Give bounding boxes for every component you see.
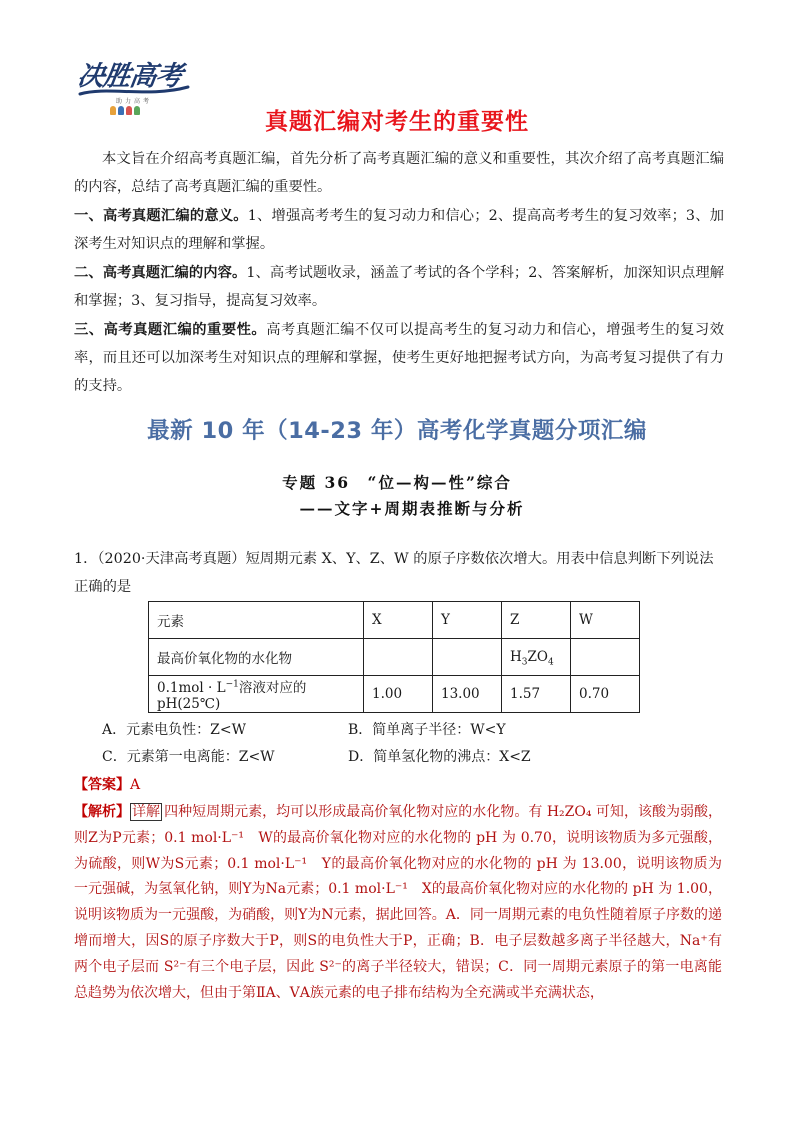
question-number: 1． bbox=[74, 551, 98, 567]
table-cell: X bbox=[364, 602, 433, 639]
table-cell: Y bbox=[433, 602, 502, 639]
topic-subtitle: ——文字+周期表推断与分析 bbox=[299, 499, 525, 518]
logo-subtitle: 助力高考 bbox=[116, 98, 153, 105]
analysis-block bbox=[74, 800, 722, 1006]
formula-part: ZO bbox=[527, 649, 548, 665]
table-cell: 0.70 bbox=[571, 676, 640, 713]
option-a[interactable]: A．元素电负性：Z<W bbox=[102, 722, 246, 738]
table-cell: 元素 bbox=[149, 602, 364, 639]
table-cell: 13.00 bbox=[433, 676, 502, 713]
table-row bbox=[149, 639, 640, 676]
table-cell bbox=[364, 639, 433, 676]
table-cell bbox=[149, 676, 364, 713]
page-title: 真题汇编对考生的重要性 bbox=[265, 109, 529, 135]
formula-part: H bbox=[510, 649, 522, 665]
analysis-text: 四种短周期元素，均可以形成最高价氧化物对应的水化物。有 H₂ZO₄ 可知，该酸为弱酸，则Z为P元素；0.1 mol·L⁻¹ W的最高价氧化物对应的水化物的 pH 为 0.70，说明该物质为多元强酸，为硫酸，则W为S元素；0.1 mol·L⁻¹ Y的最高价氧化物对应的水化物的 pH 为 13.00，说明该物质为一元强碱，为氢氧化钠，则Y为Na元素；0.1 mol·L⁻¹ X的最高价氧化物对应的水化物的 pH 为 1.00，说明该物质为一元强酸，为硝酸，则Y为N元素，据此回答。A．同一周期元素的电负性随着原子序数的递增而增大，因S的原子序数大于P，则S的电负性大于P，正确；B．电子层数越多离子半径越大，Na⁺有两个电子层而 S²⁻有三个电子层，因此 S²⁻的离子半径较大，错误；C．同一周期元素原子的第一电离能总趋势为依次增大，但由于第ⅡA、ⅤA族元素的电子排布结构为全充满或半充满状态， bbox=[74, 804, 723, 1001]
answer-value: A bbox=[130, 777, 141, 793]
question-source: （2020·天津高考真题） bbox=[97, 551, 246, 567]
options-row bbox=[102, 745, 662, 769]
question-text: 短周期元素 X、Y、Z、W 的原子序数依次增大。用表中信息判断下列说法正确的是 bbox=[74, 551, 714, 595]
options-row bbox=[102, 718, 662, 742]
section-body: 1、高考试题收录，涵盖了考试的各个学科；2、答案解析，加深知识点理解和掌握；3、复习指导，提高复习效率。 bbox=[74, 265, 724, 309]
ph-label: 0.1mol · L bbox=[157, 680, 226, 696]
option-c[interactable]: C．元素第一电离能：Z<W bbox=[102, 749, 275, 765]
intro-paragraph: 本文旨在介绍高考真题汇编，首先分析了高考真题汇编的意义和重要性，其次介绍了高考真题汇编的内容，总结了高考真题汇编的重要性。 bbox=[74, 151, 724, 195]
answer-line bbox=[74, 773, 140, 797]
section-heading: 一、高考真题汇编的意义。 bbox=[74, 208, 248, 224]
ph-unit-superscript: −1 bbox=[225, 679, 239, 690]
ph-label-suffix: 溶液对应的 pH(25℃) bbox=[157, 680, 307, 712]
section-content bbox=[74, 259, 724, 315]
table-cell bbox=[433, 639, 502, 676]
formula-subscript: 3 bbox=[521, 657, 528, 668]
analysis-tag: 【解析】 bbox=[74, 804, 131, 820]
section-meaning bbox=[74, 202, 724, 258]
logo-text: 决胜高考 bbox=[75, 61, 184, 92]
table-cell: 1.00 bbox=[364, 676, 433, 713]
table-cell: 最高价氧化物的水化物 bbox=[149, 639, 364, 676]
section-body: 1、增强高考考生的复习动力和信心；2、提高高考考生的复习效率；3、加深考生对知识点的理解和掌握。 bbox=[74, 208, 724, 252]
option-b[interactable]: B．简单离子半径：W<Y bbox=[348, 722, 506, 738]
collection-title: 最新 10 年（14-23 年）高考化学真题分项汇编 bbox=[147, 418, 647, 444]
option-d[interactable]: D．简单氢化物的沸点：X<Z bbox=[348, 749, 531, 765]
element-table bbox=[148, 601, 640, 713]
section-body: 高考真题汇编不仅可以提高考生的复习动力和信心，增强考生的复习效率，而且还可以加深考生对知识点的理解和掌握，使考生更好地把握考试方向，为高考复习提供了有力的支持。 bbox=[74, 322, 725, 394]
topic-title: 专题 36 “位—构—性”综合 bbox=[282, 473, 512, 492]
table-cell bbox=[502, 639, 571, 676]
table-row bbox=[149, 602, 640, 639]
answer-tag: 【答案】 bbox=[74, 777, 130, 793]
formula-subscript: 4 bbox=[547, 657, 554, 668]
question-stem bbox=[74, 545, 724, 601]
section-importance bbox=[74, 316, 724, 400]
section-heading: 三、高考真题汇编的重要性。 bbox=[74, 322, 267, 338]
table-cell: Z bbox=[502, 602, 571, 639]
table-cell: 1.57 bbox=[502, 676, 571, 713]
table-cell bbox=[571, 639, 640, 676]
table-cell: W bbox=[571, 602, 640, 639]
section-heading: 二、高考真题汇编的内容。 bbox=[74, 265, 247, 281]
table-row bbox=[149, 676, 640, 713]
analysis-detail-box: 详解 bbox=[132, 804, 161, 820]
